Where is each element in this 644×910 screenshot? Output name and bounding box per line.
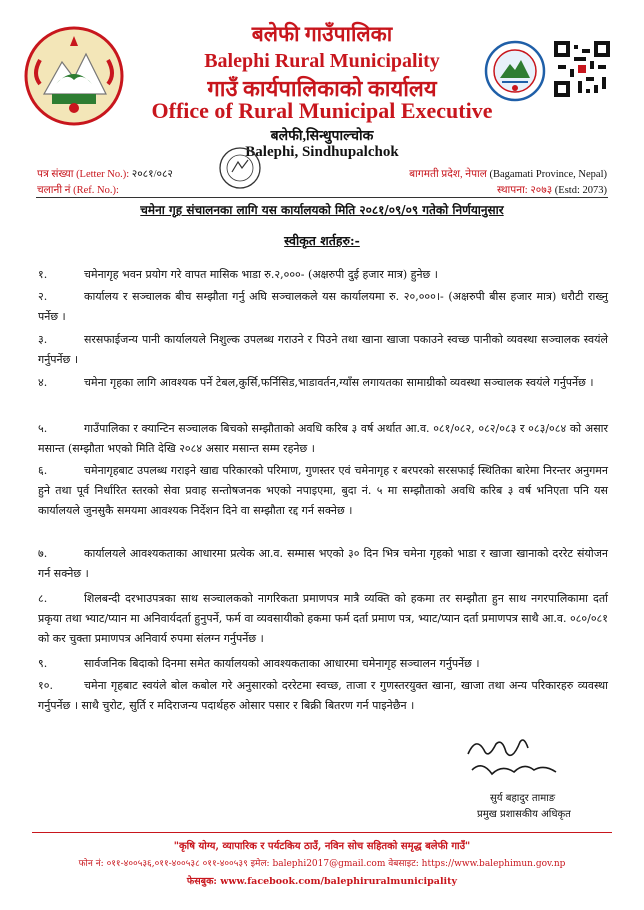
province-label: बागमती प्रदेश, नेपाल	[409, 169, 487, 180]
established-label-en: (Estd: 2073)	[554, 185, 607, 196]
list-item	[38, 676, 608, 716]
item-text: चमेनागृह भवन प्रयोग गरे वापत मासिक भाडा रु.२,०००- (अक्षरुपी दुई हजार मात्र) हुनेछ ।	[84, 268, 438, 281]
list-item	[38, 373, 608, 393]
province-label-en: (Bagamati Province, Nepal)	[489, 169, 607, 180]
footer-slogan: "कृषि योग्य, व्यापारिक र पर्यटकिय ठाउँ, नविन सोच सहितको समृद्ध बलेफी गाउँ"	[173, 841, 471, 852]
address-english: Balephi, Sindhupalchok	[245, 144, 399, 160]
footer-contact: फोन नं: ०११-४००५३६,०११-४००५३८ ०११-४००५३९ इमेल: balephi2017@gmail.com वेबसाइट: https://www.balephimun.gov.np	[78, 859, 566, 869]
item-number: ३.	[38, 333, 48, 346]
item-number: ७.	[38, 547, 48, 560]
item-text: कार्यालय र सञ्चालक बीच सम्झौता गर्नु अघि सञ्चालकले यस कार्यालयमा रु. २०,०००।- (अक्षरुपी बीस हजार मात्र) धरौटी राख्नु पर्नेछ ।	[38, 290, 608, 323]
office-nepali: गाउँ कार्यपालिकाको कार्यालय	[207, 76, 437, 101]
item-text: चमेनागृहबाट उपलब्ध गराइने खाद्य परिकारको परिमाण, गुणस्तर एवं चमेनागृह र बरपरको सरसफाई स्थितिका बारेमा निरन्तर अनुगमन हुने तथा पूर्व निर्धारित स्तरको सेवा प्रवाह सन्तोषजनक भएको नपाइएमा, बुदा नं. ५ मा सम्झौताको अवधि करिब ३ वर्ष भनिएता पनि यस कार्यालयले जुनसुकै समयमा आवश्यक निर्देशन दिने वा सम्झौता रद्द गर्न सक्नेछ ।	[38, 464, 608, 517]
list-item	[38, 287, 608, 327]
ref-no-label: चलानी नं	[37, 185, 71, 196]
item-number: १०.	[38, 679, 53, 692]
established-label: स्थापना: २०७३	[496, 185, 553, 196]
item-text: गाउँपालिका र क्यान्टिन सञ्चालक बिचको सम्झौताको अवधि करिब ३ वर्ष अर्थात आ.व. ०८१/०८२, ०८२/०८३ र ०८३/०८४ को असार मसान्त (सम्झौता भएको मिति देखि २०८४ असार मसान्त सम्म रहनेछ ।	[38, 422, 608, 455]
letter-no-label: पत्र संख्या	[37, 169, 74, 180]
item-number: ४.	[38, 376, 48, 389]
list-item	[38, 265, 608, 285]
title-english: Balephi Rural Municipality	[204, 50, 440, 72]
handwritten-signature	[462, 734, 562, 786]
header-divider	[36, 197, 608, 198]
item-text: सरसफाईजन्य पानी कार्यालयले निशुल्क उपलब्ध गराउने र पिउने तथा खाना खाजा पकाउने स्वच्छ पानीको व्यवस्था सञ्चालक स्वयंले गर्नुपर्नेछ ।	[38, 333, 608, 366]
subject-line: चमेना गृह संचालनका लागि यस कार्यालयको मिति २०८१/०९/०९ गतेको निर्णयानुसार	[140, 203, 504, 217]
item-text: चमेना गृहका लागि आवश्यक पर्ने टेबल,कुर्सि,फर्निसिड,भाडावर्तन,ग्याँस लगायतका सामाग्रीको व्यवस्था सञ्चालक स्वयंले गर्नुपर्नेछ ।	[84, 376, 594, 389]
ref-no-label-en: (Ref. No.):	[73, 185, 119, 196]
letter-no	[37, 167, 173, 181]
list-item	[38, 419, 608, 459]
office-english: Office of Rural Municipal Executive	[151, 98, 493, 123]
accepted-terms-heading: स्वीकृत शर्तहरु:-	[284, 233, 360, 248]
item-number: ९.	[38, 657, 48, 670]
item-number: ८.	[38, 592, 48, 605]
signatory-title: प्रमुख प्रशासकीय अधिकृत	[477, 809, 571, 820]
footer-divider	[32, 832, 612, 833]
province	[409, 167, 607, 181]
title-nepali: बलेफी गाउँपालिका	[251, 22, 393, 46]
list-item	[38, 654, 608, 674]
item-text: चमेना गृहबाट स्वयंले बोल कबोल गरे अनुसारको दररेटमा स्वच्छ, ताजा र गुणस्तरयुक्त खाना, खाजा तथा अन्य परिकारहरु व्यवस्था गर्नुपर्नेछ । साथै चुरोट, सुर्ति र मदिराजन्य पदार्थहरु ओसार पसार र बिक्री बितरण गर्न पाइनेछैन ।	[38, 679, 608, 712]
office-stamp	[218, 146, 262, 190]
established	[497, 183, 607, 197]
item-text: कार्यालयले आवश्यकताका आधारमा प्रत्येक आ.व. सम्मास भएको ३० दिन भित्र चमेना गृहको भाडा र खाजा खानाको दररेट संयोजन गर्न सक्नेछ ।	[38, 547, 608, 580]
letter-no-label-en: (Letter No.):	[76, 169, 130, 180]
signatory-name: सुर्य बहादुर तामाङ	[490, 793, 556, 804]
list-item	[38, 544, 608, 584]
ref-no	[37, 183, 119, 197]
letter-no-value: २०८१/०८२	[131, 169, 173, 180]
item-number: ६.	[38, 464, 48, 477]
item-number: २.	[38, 290, 48, 303]
item-text: शिलबन्दी दरभाउपत्रका साथ सञ्चालकको नागरिकता प्रमाणपत्र मात्रै व्यक्ति को हकमा तर सम्झौता हुन साथ नगरपालिकामा दर्ता प्रकृया तथा भ्याट/प्यान मा अनिवार्यदर्ता हुनुपर्ने, फर्म वा व्यवसायीको हकमा फर्म दर्ता प्रमाण पत्र, भ्याट/प्यान दर्ता प्रमाणपत्र साथै आ.व. ०८०/०८१ को कर चुक्ता प्रमाणपत्र अनिवार्य रुपमा संलग्न गर्नुपर्नेछ ।	[38, 592, 608, 645]
address-nepali: बलेफी,सिन्धुपाल्चोक	[270, 129, 374, 144]
item-number: ५.	[38, 422, 48, 435]
list-item	[38, 330, 608, 370]
item-number: १.	[38, 268, 48, 281]
list-item	[38, 461, 608, 521]
item-text: सार्वजनिक बिदाको दिनमा समेत कार्यालयको आवश्यकताका आधारमा चमेनागृह सञ्चालन गर्नुपर्नेछ ।	[84, 657, 480, 670]
footer-facebook: फेसबुक: www.facebook.com/balephiruralmunicipality	[186, 876, 458, 887]
list-item	[38, 589, 608, 649]
